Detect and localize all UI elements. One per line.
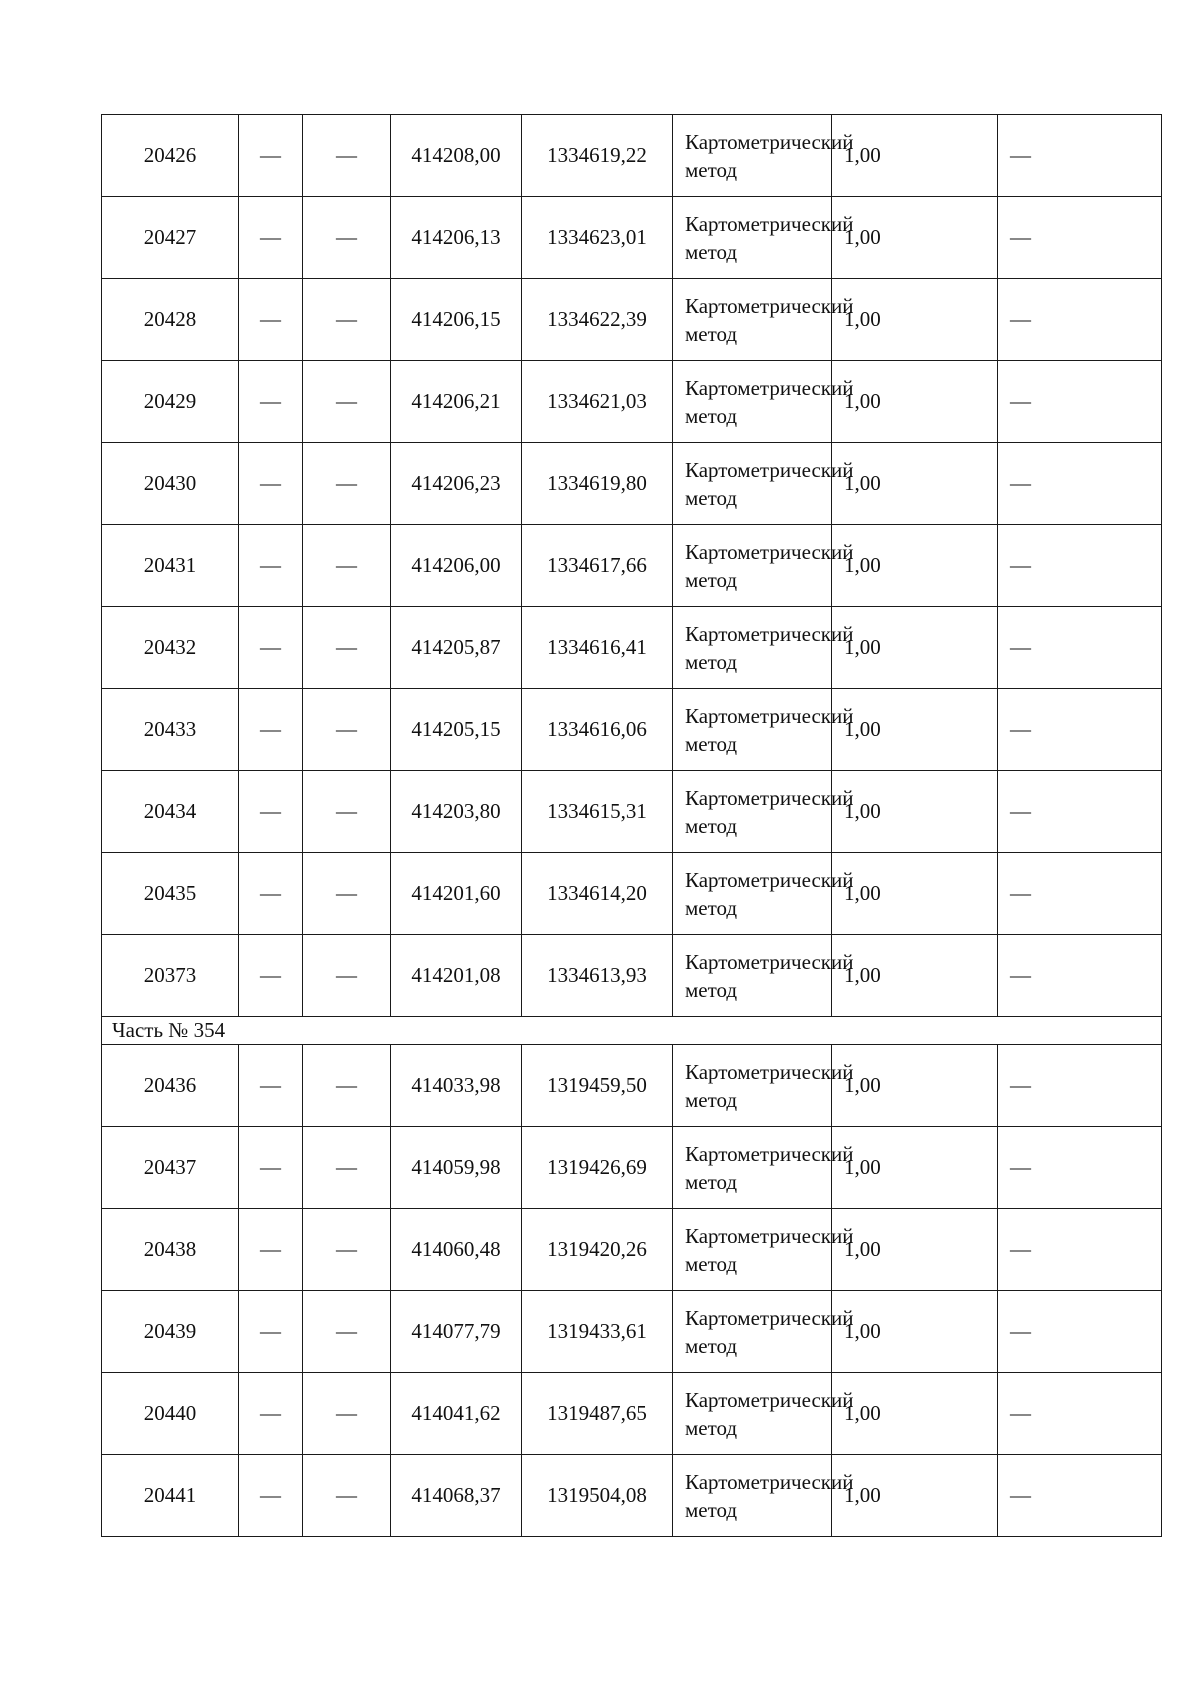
- y-coordinate-cell: 1334617,66: [522, 525, 673, 607]
- x-coordinate-cell: 414206,13: [391, 197, 522, 279]
- dash-cell: —: [239, 443, 303, 525]
- y-coordinate-cell: 1319487,65: [522, 1373, 673, 1455]
- precision-cell: 1,00: [832, 1045, 998, 1127]
- precision-cell: 1,00: [832, 1455, 998, 1537]
- dash-cell: —: [303, 115, 391, 197]
- method-cell: Картометрический метод: [673, 1373, 832, 1455]
- table-row: [102, 1291, 1162, 1373]
- dash-cell: —: [303, 1455, 391, 1537]
- table-body: [102, 115, 1162, 1537]
- y-coordinate-cell: 1334614,20: [522, 853, 673, 935]
- method-cell: Картометрический метод: [673, 1455, 832, 1537]
- precision-cell: 1,00: [832, 853, 998, 935]
- dash-cell: —: [239, 1291, 303, 1373]
- dash-cell: —: [239, 115, 303, 197]
- precision-cell: 1,00: [832, 279, 998, 361]
- table-row: [102, 1373, 1162, 1455]
- method-cell: Картометрический метод: [673, 1045, 832, 1127]
- x-coordinate-cell: 414203,80: [391, 771, 522, 853]
- point-number-cell: 20441: [102, 1455, 239, 1537]
- dash-cell: —: [303, 279, 391, 361]
- y-coordinate-cell: 1319504,08: [522, 1455, 673, 1537]
- dash-cell: —: [998, 1291, 1162, 1373]
- method-cell: Картометрический метод: [673, 1127, 832, 1209]
- precision-cell: 1,00: [832, 607, 998, 689]
- y-coordinate-cell: 1334616,41: [522, 607, 673, 689]
- coordinates-table: [101, 114, 1162, 1537]
- document-page: [101, 114, 1161, 1537]
- y-coordinate-cell: 1334622,39: [522, 279, 673, 361]
- point-number-cell: 20432: [102, 607, 239, 689]
- table-row: [102, 1455, 1162, 1537]
- x-coordinate-cell: 414206,15: [391, 279, 522, 361]
- dash-cell: —: [998, 361, 1162, 443]
- precision-cell: 1,00: [832, 115, 998, 197]
- table-row: [102, 607, 1162, 689]
- point-number-cell: 20434: [102, 771, 239, 853]
- method-cell: Картометрический метод: [673, 1291, 832, 1373]
- precision-cell: 1,00: [832, 1373, 998, 1455]
- y-coordinate-cell: 1319433,61: [522, 1291, 673, 1373]
- precision-cell: 1,00: [832, 1209, 998, 1291]
- table-row: [102, 853, 1162, 935]
- dash-cell: —: [239, 1373, 303, 1455]
- dash-cell: —: [303, 935, 391, 1017]
- dash-cell: —: [303, 853, 391, 935]
- table-row: [102, 525, 1162, 607]
- point-number-cell: 20436: [102, 1045, 239, 1127]
- dash-cell: —: [998, 443, 1162, 525]
- dash-cell: —: [239, 279, 303, 361]
- precision-cell: 1,00: [832, 771, 998, 853]
- dash-cell: —: [998, 115, 1162, 197]
- dash-cell: —: [998, 607, 1162, 689]
- table-row: [102, 361, 1162, 443]
- point-number-cell: 20373: [102, 935, 239, 1017]
- table-row: [102, 689, 1162, 771]
- y-coordinate-cell: 1334619,80: [522, 443, 673, 525]
- y-coordinate-cell: 1334616,06: [522, 689, 673, 771]
- x-coordinate-cell: 414059,98: [391, 1127, 522, 1209]
- method-cell: Картометрический метод: [673, 1209, 832, 1291]
- method-cell: Картометрический метод: [673, 771, 832, 853]
- precision-cell: 1,00: [832, 361, 998, 443]
- x-coordinate-cell: 414205,15: [391, 689, 522, 771]
- y-coordinate-cell: 1319459,50: [522, 1045, 673, 1127]
- dash-cell: —: [239, 1127, 303, 1209]
- dash-cell: —: [303, 1373, 391, 1455]
- point-number-cell: 20439: [102, 1291, 239, 1373]
- dash-cell: —: [303, 443, 391, 525]
- dash-cell: —: [303, 1045, 391, 1127]
- method-cell: Картометрический метод: [673, 115, 832, 197]
- dash-cell: —: [303, 361, 391, 443]
- table-row: [102, 771, 1162, 853]
- method-cell: Картометрический метод: [673, 443, 832, 525]
- section-header-row: [102, 1017, 1162, 1045]
- dash-cell: —: [239, 689, 303, 771]
- dash-cell: —: [303, 525, 391, 607]
- method-cell: Картометрический метод: [673, 525, 832, 607]
- x-coordinate-cell: 414206,00: [391, 525, 522, 607]
- x-coordinate-cell: 414041,62: [391, 1373, 522, 1455]
- dash-cell: —: [303, 771, 391, 853]
- precision-cell: 1,00: [832, 689, 998, 771]
- x-coordinate-cell: 414205,87: [391, 607, 522, 689]
- dash-cell: —: [303, 1209, 391, 1291]
- dash-cell: —: [998, 1209, 1162, 1291]
- table-row: [102, 115, 1162, 197]
- dash-cell: —: [239, 361, 303, 443]
- dash-cell: —: [239, 771, 303, 853]
- dash-cell: —: [998, 1127, 1162, 1209]
- dash-cell: —: [998, 853, 1162, 935]
- table-row: [102, 1209, 1162, 1291]
- precision-cell: 1,00: [832, 525, 998, 607]
- y-coordinate-cell: 1334619,22: [522, 115, 673, 197]
- point-number-cell: 20435: [102, 853, 239, 935]
- x-coordinate-cell: 414208,00: [391, 115, 522, 197]
- dash-cell: —: [239, 197, 303, 279]
- precision-cell: 1,00: [832, 935, 998, 1017]
- table-row: [102, 1127, 1162, 1209]
- x-coordinate-cell: 414206,23: [391, 443, 522, 525]
- method-cell: Картометрический метод: [673, 279, 832, 361]
- table-row: [102, 197, 1162, 279]
- table-row: [102, 443, 1162, 525]
- x-coordinate-cell: 414077,79: [391, 1291, 522, 1373]
- point-number-cell: 20431: [102, 525, 239, 607]
- x-coordinate-cell: 414033,98: [391, 1045, 522, 1127]
- dash-cell: —: [239, 1455, 303, 1537]
- table-row: [102, 279, 1162, 361]
- dash-cell: —: [998, 1455, 1162, 1537]
- x-coordinate-cell: 414201,60: [391, 853, 522, 935]
- dash-cell: —: [998, 279, 1162, 361]
- point-number-cell: 20438: [102, 1209, 239, 1291]
- point-number-cell: 20430: [102, 443, 239, 525]
- point-number-cell: 20428: [102, 279, 239, 361]
- method-cell: Картометрический метод: [673, 197, 832, 279]
- section-label: Часть № 354: [102, 1017, 1162, 1045]
- dash-cell: —: [303, 607, 391, 689]
- dash-cell: —: [239, 935, 303, 1017]
- y-coordinate-cell: 1334623,01: [522, 197, 673, 279]
- precision-cell: 1,00: [832, 1127, 998, 1209]
- dash-cell: —: [998, 771, 1162, 853]
- method-cell: Картометрический метод: [673, 935, 832, 1017]
- point-number-cell: 20426: [102, 115, 239, 197]
- dash-cell: —: [239, 853, 303, 935]
- dash-cell: —: [239, 607, 303, 689]
- point-number-cell: 20440: [102, 1373, 239, 1455]
- y-coordinate-cell: 1319426,69: [522, 1127, 673, 1209]
- dash-cell: —: [303, 1127, 391, 1209]
- table-row: [102, 1045, 1162, 1127]
- x-coordinate-cell: 414068,37: [391, 1455, 522, 1537]
- x-coordinate-cell: 414060,48: [391, 1209, 522, 1291]
- y-coordinate-cell: 1319420,26: [522, 1209, 673, 1291]
- dash-cell: —: [239, 525, 303, 607]
- method-cell: Картометрический метод: [673, 853, 832, 935]
- table-row: [102, 935, 1162, 1017]
- dash-cell: —: [998, 1045, 1162, 1127]
- method-cell: Картометрический метод: [673, 607, 832, 689]
- precision-cell: 1,00: [832, 197, 998, 279]
- point-number-cell: 20429: [102, 361, 239, 443]
- x-coordinate-cell: 414201,08: [391, 935, 522, 1017]
- y-coordinate-cell: 1334615,31: [522, 771, 673, 853]
- precision-cell: 1,00: [832, 1291, 998, 1373]
- dash-cell: —: [998, 935, 1162, 1017]
- precision-cell: 1,00: [832, 443, 998, 525]
- dash-cell: —: [303, 197, 391, 279]
- y-coordinate-cell: 1334613,93: [522, 935, 673, 1017]
- point-number-cell: 20437: [102, 1127, 239, 1209]
- point-number-cell: 20427: [102, 197, 239, 279]
- dash-cell: —: [998, 525, 1162, 607]
- dash-cell: —: [303, 1291, 391, 1373]
- dash-cell: —: [998, 197, 1162, 279]
- method-cell: Картометрический метод: [673, 361, 832, 443]
- y-coordinate-cell: 1334621,03: [522, 361, 673, 443]
- dash-cell: —: [303, 689, 391, 771]
- dash-cell: —: [998, 1373, 1162, 1455]
- dash-cell: —: [239, 1209, 303, 1291]
- x-coordinate-cell: 414206,21: [391, 361, 522, 443]
- method-cell: Картометрический метод: [673, 689, 832, 771]
- dash-cell: —: [998, 689, 1162, 771]
- point-number-cell: 20433: [102, 689, 239, 771]
- dash-cell: —: [239, 1045, 303, 1127]
